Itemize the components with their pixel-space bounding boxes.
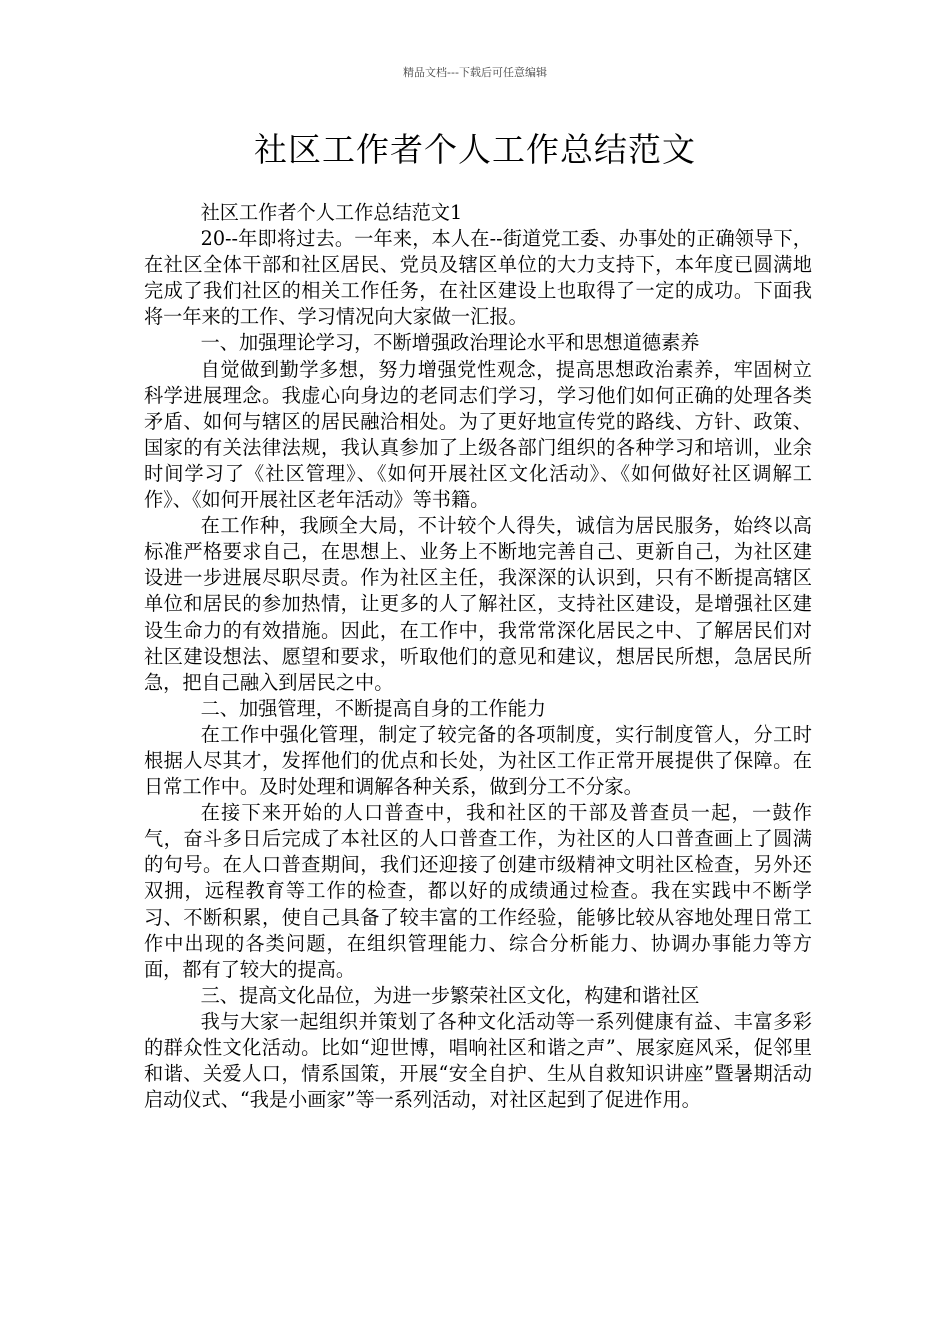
document-title: 社区工作者个人工作总结范文 [254,130,696,169]
document-body [144,200,812,1113]
body-paragraph: 在工作中强化管理，制定了较完备的各项制度，实行制度管人，分工时根据人尽其才，发挥他们的优点和长处，为社区工作正常开展提供了保障。在日常工作中。及时处理和调解各种关系，做到分工不分家。 [144,722,812,799]
body-paragraph: 在工作种，我顾全大局，不计较个人得失，诚信为居民服务，始终以高标准严格要求自己，在思想上、业务上不断地完善自己、更新自己，为社区建设进一步进展尽职尽责。作为社区主任，我深深的认识到，只有不断提高辖区单位和居民的参加热情，让更多的人了解社区，支持社区建设，是增强社区建设生命力的有效措施。因此，在工作中，我常常深化居民之中、了解居民们对社区建设想法、愿望和要求，听取他们的意见和建议，想居民所想，急居民所急，把自己融入到居民之中。 [144,514,812,694]
body-paragraph: 我与大家一起组织并策划了各种文化活动等一系列健康有益、丰富多彩的群众性文化活动。比如“迎世博，唱响社区和谐之声”、展家庭风采，促邻里和谐、关爱人口，情系国策，开展“安全自护、生从自救知识讲座”暨暑期活动启动仪式、“我是小画家”等一系列活动，对社区起到了促进作用。 [144,1009,812,1112]
intro-paragraph: 20--年即将过去。一年来，本人在--街道党工委、办事处的正确领导下，在社区全体干部和社区居民、党员及辖区单位的大力支持下，本年度已圆满地完成了我们社区的相关工作任务，在社区建设上也取得了一定的成功。下面我将一年来的工作、学习情况向大家做一汇报。 [144,227,812,329]
section-heading-3: 三、提高文化品位，为进一步繁荣社区文化，构建和谐社区 [200,983,700,1007]
subtitle-paragraph: 社区工作者个人工作总结范文1 [200,201,463,224]
body-paragraph: 在接下来开始的人口普查中，我和社区的干部及普查员一起，一鼓作气，奋斗多日后完成了本社区的人口普查工作，为社区的人口普查画上了圆满的句号。在人口普查期间，我们还迎接了创建市级精神文明社区检查，另外还双拥，远程教育等工作的检查，都以好的成绩通过检查。我在实践中不断学习、不断积累，使自己具备了较丰富的工作经验，能够比较从容地处理日常工作中出现的各类问题，在组织管理能力、综合分析能力、协调办事能力等方面，都有了较大的提高。 [144,801,812,981]
section-heading-1: 一、加强理论学习，不断增强政治理论水平和思想道德素养 [200,331,700,355]
body-paragraph: 自觉做到勤学多想，努力增强党性观念，提高思想政治素养，牢固树立科学进展理念。我虚心向身边的老同志们学习，学习他们如何正确的处理各类矛盾、如何与辖区的居民融洽相处。为了更好地宣传党的路线、方针、政策、国家的有关法律法规，我认真参加了上级各部门组织的各种学习和培训，业余时间学习了《社区管理》、《如何开展社区文化活动》、《如何做好社区调解工作》、《如何开展社区老年活动》等书籍。 [144,357,812,512]
page-header: 精品文档---下载后可任意编辑 [403,66,547,79]
section-heading-2: 二、加强管理，不断提高自身的工作能力 [200,696,546,720]
